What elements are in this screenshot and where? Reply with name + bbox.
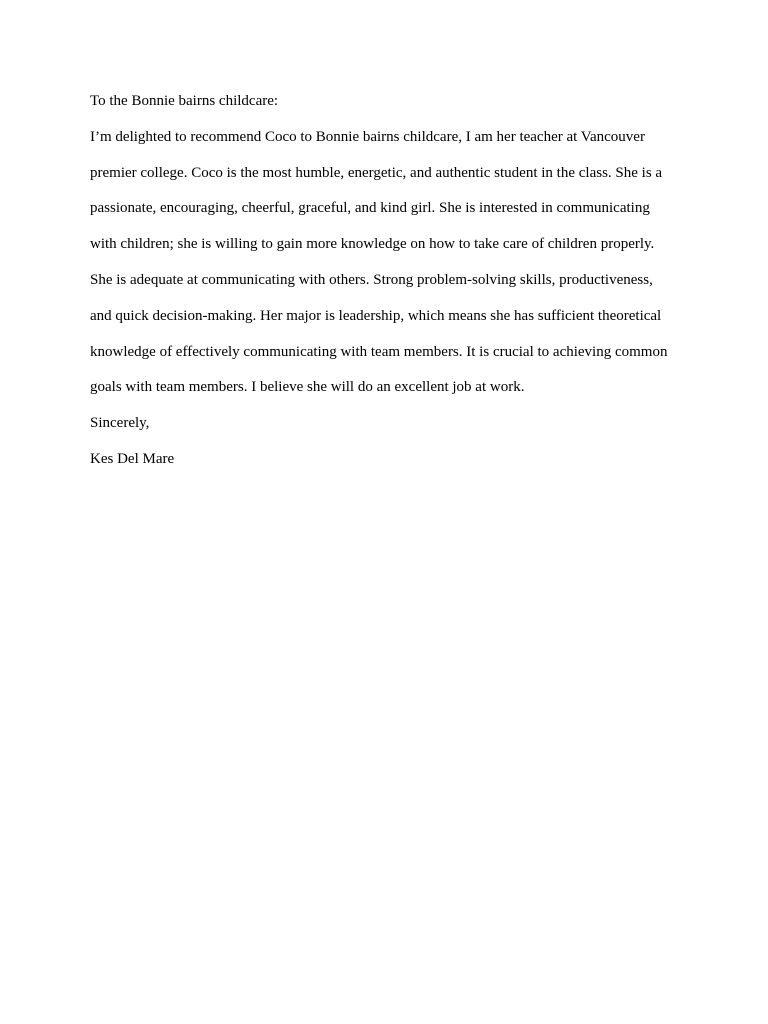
body-line: and quick decision-making. Her major is leadership, which means she has sufficient theoretical (90, 307, 662, 324)
salutation: To the Bonnie bairns childcare: (90, 93, 279, 109)
body-line: passionate, encouraging, cheerful, graceful, and kind girl. She is interested in communicating (90, 200, 650, 217)
body-line: I’m delighted to recommend Coco to Bonnie bairns childcare, I am her teacher at Vancouver (90, 128, 645, 145)
signature: Kes Del Mare (90, 450, 175, 467)
closing: Sincerely, (90, 415, 150, 432)
body-line: with children; she is willing to gain more knowledge on how to take care of children properly. (90, 236, 655, 253)
body-line: She is adequate at communicating with others. Strong problem-solving skills, productiveness, (90, 271, 653, 288)
body-line: goals with team members. I believe she will do an excellent job at work. (90, 379, 525, 396)
letter-body (90, 120, 690, 406)
body-line: premier college. Coco is the most humble, energetic, and authentic student in the class. She is a (90, 164, 663, 181)
recommendation-letter (90, 84, 690, 478)
body-line: knowledge of effectively communicating with team members. It is crucial to achieving common (90, 343, 668, 360)
